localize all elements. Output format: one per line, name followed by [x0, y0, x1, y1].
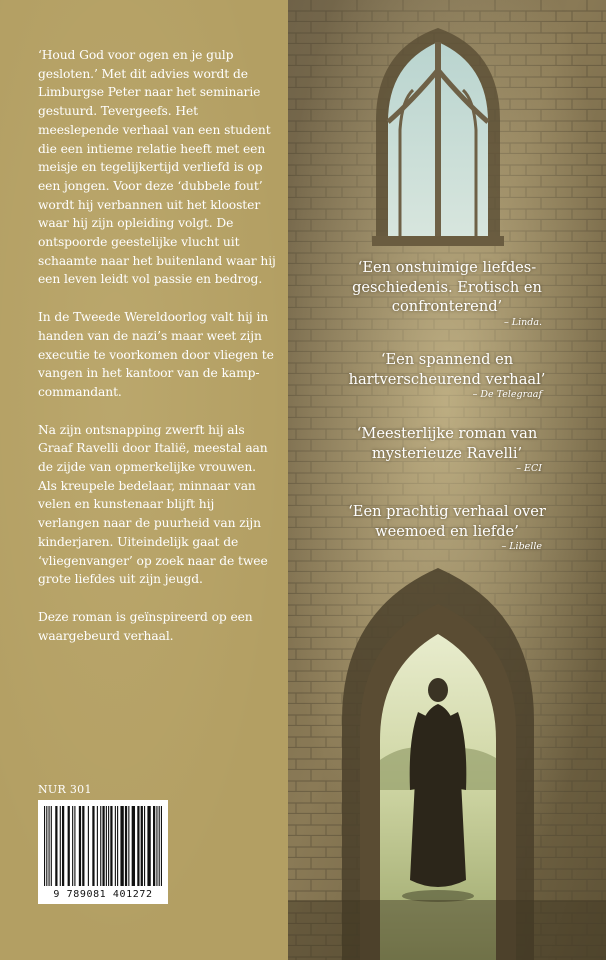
quote-line: ‘Een prachtig verhaal over	[348, 503, 546, 520]
quote-line: mysterieuze Ravelli’	[371, 444, 523, 462]
blurb-paragraph: Na zijn ontsnapping zwerft hij als Graaf Ravelli door Italië, meestal aan de zijde van opmerkelijke vrouwen. Als kreupele bedelaar, minnaar van velen en kunstenaar blijft hij verlangen naar de puurheid van zijn kinderjaren. Uiteindelijk gaat de ‘vliegenvanger’ op zoek naar de twee grote liefdes uit zijn jeugd.	[38, 422, 268, 587]
barcode-bar	[72, 806, 73, 886]
barcode-bar	[106, 806, 107, 886]
isbn-number: 9 789081 401272	[53, 889, 153, 900]
quote-source: – ECI	[516, 463, 542, 474]
barcode-bar	[100, 806, 101, 886]
barcode-bar	[55, 806, 57, 886]
review-quote	[288, 350, 606, 401]
quote-source: – Libelle	[501, 541, 542, 552]
barcode-bars	[42, 806, 164, 888]
blurb-panel	[0, 0, 288, 960]
blurb-text	[38, 46, 278, 664]
barcode-bar	[102, 806, 104, 886]
quote-line: weemoed en liefde’	[375, 522, 519, 540]
barcode-bar	[137, 806, 139, 886]
barcode-bar	[156, 806, 157, 886]
barcode-bar	[128, 806, 129, 886]
barcode-bar	[44, 806, 45, 886]
barcode-bar	[97, 806, 98, 886]
barcode-bar	[46, 806, 47, 886]
quote-source: – De Telegraaf	[472, 389, 542, 400]
barcode-bar	[79, 806, 81, 886]
monastery-photo	[288, 0, 606, 960]
barcode-bar	[60, 806, 61, 886]
cover-photo	[288, 0, 606, 960]
barcode-bar	[120, 806, 123, 886]
barcode-bar	[49, 806, 50, 886]
quote-line: hartverscheurend verhaal’	[348, 370, 546, 388]
barcode-bar	[161, 806, 162, 886]
barcode-bar	[144, 806, 145, 886]
barcode-bar	[74, 806, 75, 886]
quote-line: ‘Een spannend en	[380, 351, 514, 368]
barcode-bar	[132, 806, 135, 886]
barcode-bar	[141, 806, 143, 886]
barcode-bar	[110, 806, 112, 886]
review-quote	[288, 502, 606, 553]
barcode-bar	[117, 806, 118, 886]
quote-line: ‘Een onstuimige liefdes-	[357, 259, 537, 276]
barcode	[38, 800, 168, 904]
blurb-paragraph: In de Tweede Wereldoorlog valt hij in handen van de nazi’s maar weet zijn executie te voorkomen door vliegen te vangen in het kantoor van de kamp-commandant.	[38, 310, 274, 399]
review-quote	[288, 258, 606, 329]
barcode-bar	[62, 806, 64, 886]
review-quote	[288, 424, 606, 475]
quote-line: ‘Meesterlijke roman van	[356, 425, 538, 442]
barcode-bar	[125, 806, 127, 886]
blurb-paragraph: Deze roman is geïnspireerd op een waargebeurd verhaal.	[38, 609, 253, 643]
barcode-bar	[92, 806, 94, 886]
barcode-bar	[153, 806, 155, 886]
barcode-bar	[115, 806, 116, 886]
barcode-bar	[82, 806, 84, 886]
blurb-paragraph: ‘Houd God voor ogen en je gulp gesloten.’ Met dit advies wordt de Limburgse Peter naar het seminarie gestuurd. Tevergeefs. Het meeslepende verhaal van een student die een intieme relatie heeft met een meisje en tegelijkertijd verliefd is op een jongen. Voor deze ‘dubbele fout’ wordt hij verbannen uit het klooster waar hij zijn opleiding volgt. De ontspoorde geestelijke vlucht uit schaamte naar het buitenland waar hij een leven leidt vol passie en bedrog.	[38, 48, 276, 287]
quote-source: – Linda.	[504, 316, 542, 328]
barcode-bar	[68, 806, 70, 886]
nur-code: NUR 301	[38, 783, 92, 796]
barcode-bar	[159, 806, 160, 886]
quote-line: geschiedenis. Erotisch en	[352, 278, 542, 296]
barcode-bar	[108, 806, 109, 886]
barcode-bar	[88, 806, 89, 886]
barcode-bar	[147, 806, 150, 886]
quote-line: confronterend’	[391, 298, 503, 315]
barcode-bar	[51, 806, 52, 886]
